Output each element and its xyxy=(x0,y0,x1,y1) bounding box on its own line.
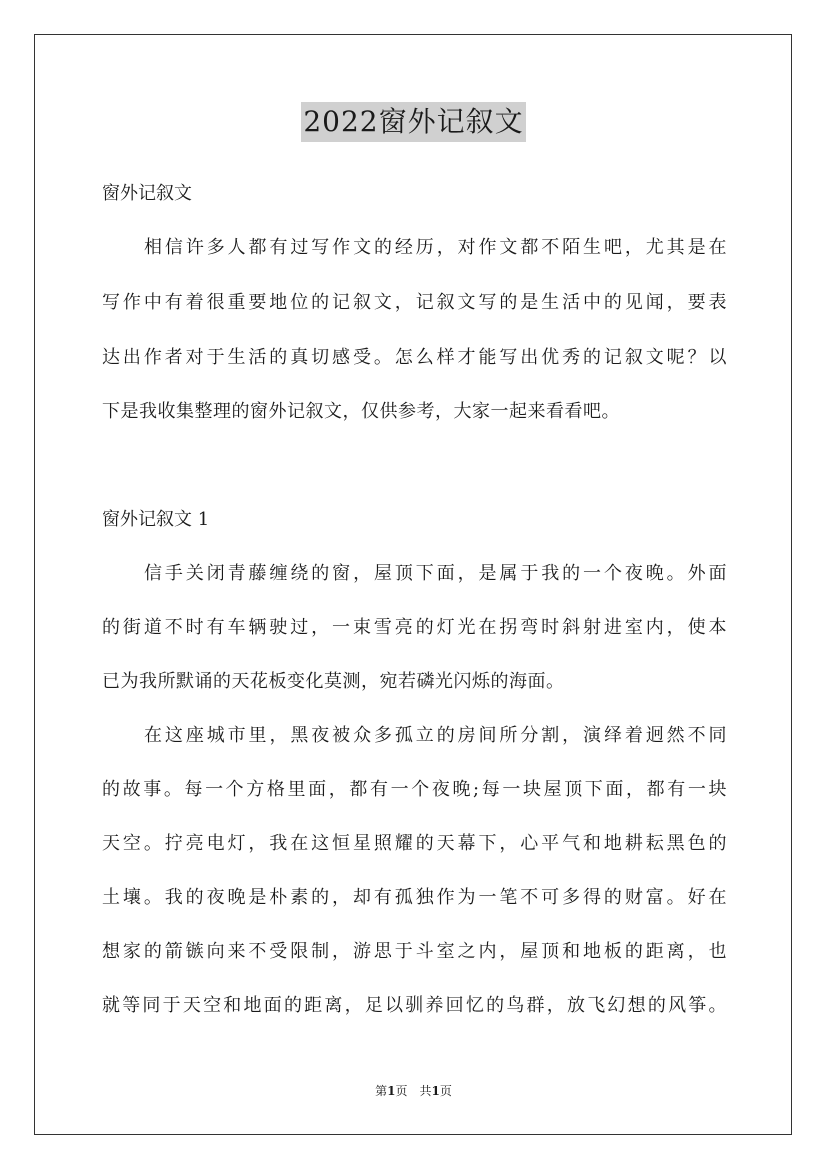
para2-line-4: 土壤。我的夜晚是朴素的，却有孤独作为一笔不可多得的财富。好在 xyxy=(102,887,727,908)
para1-line-3: 已为我所默诵的天花板变化莫测，宛若磷光闪烁的海面。 xyxy=(102,671,565,692)
footer-prefix: 第 xyxy=(375,1084,388,1098)
intro-line-3: 达出作者对于生活的真切感受。怎么样才能写出优秀的记叙文呢？以 xyxy=(102,347,727,368)
para1-line-2: 的街道不时有车辆驶过，一束雪亮的灯光在拐弯时斜射进室内，使本 xyxy=(102,617,727,638)
footer-middle: 页 共 xyxy=(395,1084,432,1098)
footer-suffix: 页 xyxy=(439,1084,452,1098)
document-title: 2022窗外记叙文 xyxy=(301,102,525,142)
footer-total-pages: 1 xyxy=(431,1084,440,1098)
page-footer xyxy=(0,1083,827,1099)
para2-line-5: 想家的箭镞向来不受限制，游思于斗室之内，屋顶和地板的距离，也 xyxy=(102,941,727,962)
intro-heading: 窗外记叙文 xyxy=(102,183,192,204)
title-container xyxy=(0,102,827,142)
intro-line-4: 下是我收集整理的窗外记叙文，仅供参考，大家一起来看看吧。 xyxy=(102,401,620,422)
para2-line-3: 天空。拧亮电灯，我在这恒星照耀的天幕下，心平气和地耕耘黑色的 xyxy=(102,833,727,854)
section1-heading: 窗外记叙文 1 xyxy=(102,509,210,530)
para2-line-1: 在这座城市里，黑夜被众多孤立的房间所分割，演绎着迥然不同 xyxy=(144,725,727,746)
intro-line-2: 写作中有着很重要地位的记叙文，记叙文写的是生活中的见闻，要表 xyxy=(102,292,727,313)
para1-line-1: 信手关闭青藤缠绕的窗，屋顶下面，是属于我的一个夜晚。外面 xyxy=(144,563,727,584)
para2-line-2: 的故事。每一个方格里面，都有一个夜晚;每一块屋顶下面，都有一块 xyxy=(102,779,727,800)
para2-line-6: 就等同于天空和地面的距离，足以驯养回忆的鸟群，放飞幻想的风筝。 xyxy=(102,995,727,1016)
intro-line-1: 相信许多人都有过写作文的经历，对作文都不陌生吧，尤其是在 xyxy=(144,237,727,258)
footer-page-number: 1 xyxy=(387,1084,396,1098)
